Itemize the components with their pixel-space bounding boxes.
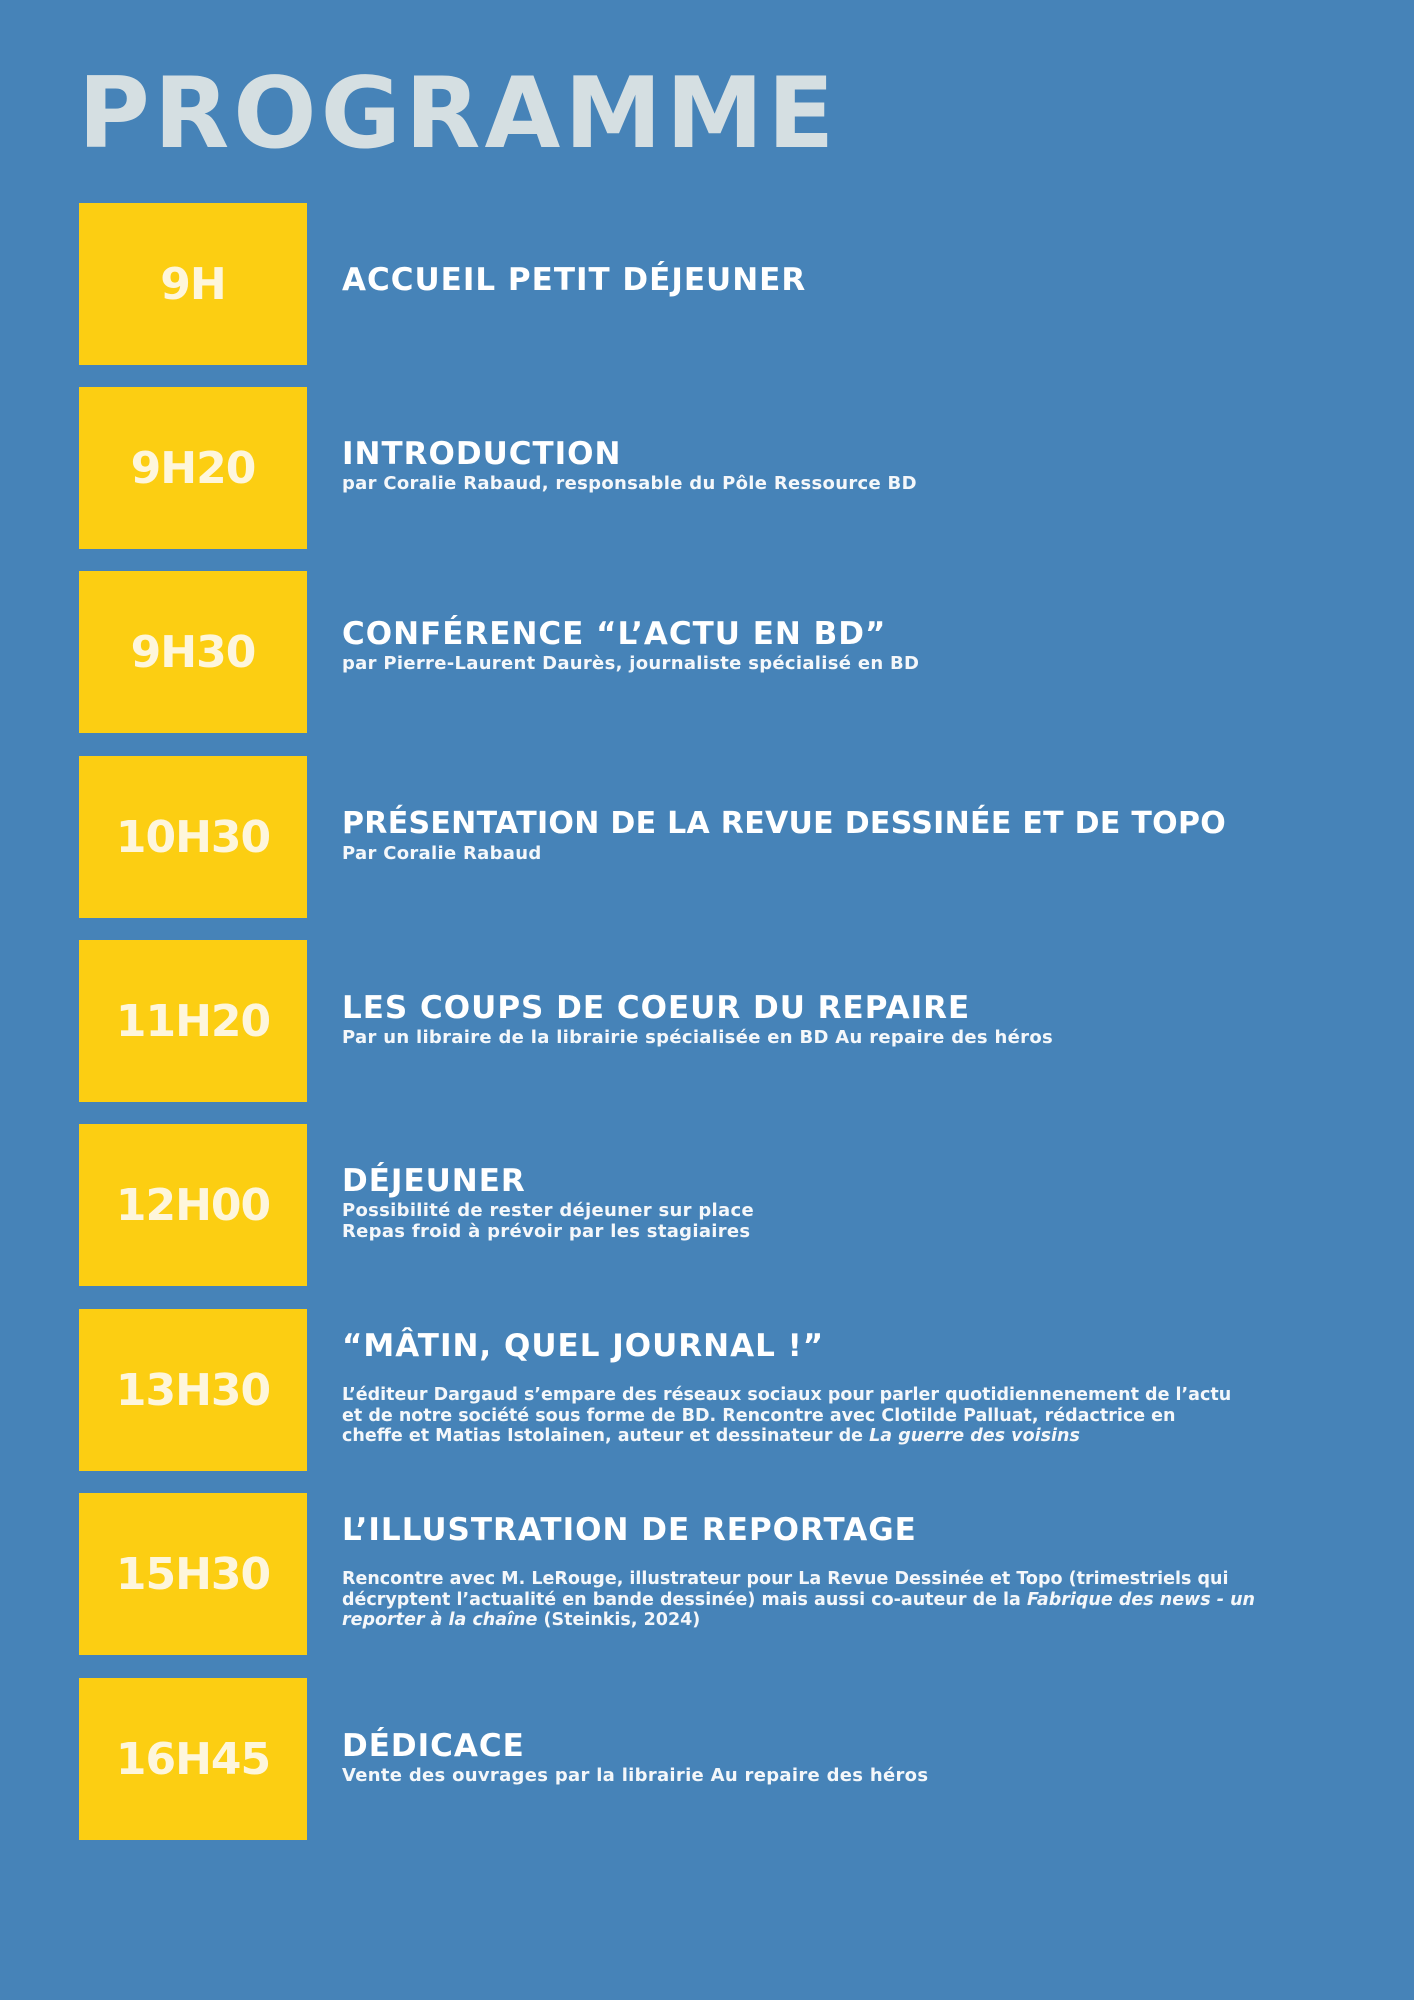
description-text: (Steinkis, 2024) (537, 1610, 701, 1630)
time-box (79, 1309, 307, 1471)
schedule-item-9h30 (0, 571, 1414, 733)
item-title: CONFÉRENCE “L’ACTU EN BD” (342, 616, 887, 652)
item-subtitle: Vente des ouvrages par la librairie Au repaire des héros (342, 1765, 929, 1786)
time-label: 15H30 (115, 1548, 271, 1600)
item-title: INTRODUCTION (342, 436, 622, 472)
item-subtitle: par Coralie Rabaud, responsable du Pôle Ressource BD (342, 473, 917, 494)
schedule-item-16h45 (0, 1678, 1414, 1840)
item-content (342, 615, 1374, 674)
time-label: 11H20 (115, 995, 271, 1047)
schedule-item-9h20 (0, 387, 1414, 549)
description-text: décryptent l’actualité en bande dessinée) mais aussi co-auteur de la (342, 1589, 1027, 1610)
time-box (79, 203, 307, 365)
time-box (79, 387, 307, 549)
schedule-item-13h30 (0, 1309, 1414, 1471)
schedule-item-12h00 (0, 1124, 1414, 1286)
item-subtitle: Possibilité de rester déjeuner sur place (342, 1200, 754, 1221)
description-text: cheffe et Matias Istolainen, auteur et dessinateur de (342, 1426, 870, 1446)
item-content (342, 1511, 1374, 1631)
schedule-item-9h (0, 203, 1414, 365)
book-title: reporter à la chaîne (342, 1610, 538, 1630)
time-label: 9H30 (130, 626, 256, 678)
item-content (342, 1327, 1374, 1447)
description-line: L’éditeur Dargaud s’empare des réseaux sociaux pour parler quotidiennenement de l’actu (342, 1385, 1232, 1405)
item-title: ACCUEIL PETIT DÉJEUNER (342, 262, 807, 298)
schedule-item-11h20 (0, 940, 1414, 1102)
description-line: et de notre société sous forme de BD. Rencontre avec Clotilde Palluat, rédactrice en (342, 1405, 1176, 1426)
time-label: 16H45 (115, 1733, 271, 1785)
description-line (342, 1610, 1374, 1631)
item-title: DÉJEUNER (342, 1163, 526, 1199)
item-content (342, 1727, 1374, 1786)
time-label: 10H30 (115, 811, 271, 863)
time-box (79, 1124, 307, 1286)
item-subtitle: par Pierre-Laurent Daurès, journaliste spécialisé en BD (342, 653, 920, 674)
item-title: L’ILLUSTRATION DE REPORTAGE (342, 1512, 917, 1548)
time-label: 9H (160, 258, 226, 310)
schedule-item-15h30 (0, 1493, 1414, 1655)
item-title: DÉDICACE (342, 1728, 525, 1764)
item-content (342, 805, 1374, 864)
description-line (342, 1426, 1374, 1447)
item-title: “MÂTIN, QUEL JOURNAL !” (342, 1328, 825, 1364)
item-subtitle: Repas froid à prévoir par les stagiaires (342, 1221, 751, 1242)
page-title: PROGRAMME (78, 57, 839, 171)
item-description (342, 1385, 1374, 1447)
time-box (79, 940, 307, 1102)
time-box (79, 1678, 307, 1840)
item-content (342, 989, 1374, 1048)
item-content (342, 261, 1374, 299)
book-title: La guerre des voisins (869, 1426, 1080, 1446)
item-description (342, 1569, 1374, 1631)
time-label: 9H20 (130, 442, 256, 494)
item-content (342, 1162, 1374, 1242)
time-box (79, 756, 307, 918)
description-line (342, 1590, 1374, 1611)
item-subtitle: Par un libraire de la librairie spécialisée en BD Au repaire des héros (342, 1027, 1053, 1048)
item-title: PRÉSENTATION DE LA REVUE DESSINÉE ET DE TOPO (342, 806, 1227, 841)
item-title: LES COUPS DE COEUR DU REPAIRE (342, 990, 971, 1026)
description-line: Rencontre avec M. LeRouge, illustrateur pour La Revue Dessinée et Topo (trimestriels qui (342, 1569, 1229, 1589)
schedule-item-10h30 (0, 756, 1414, 918)
time-box (79, 571, 307, 733)
time-box (79, 1493, 307, 1655)
item-subtitle: Par Coralie Rabaud (342, 843, 542, 864)
book-title: Fabrique des news - un (1026, 1589, 1256, 1610)
item-content (342, 435, 1374, 494)
time-label: 12H00 (115, 1179, 271, 1231)
time-label: 13H30 (115, 1364, 271, 1416)
